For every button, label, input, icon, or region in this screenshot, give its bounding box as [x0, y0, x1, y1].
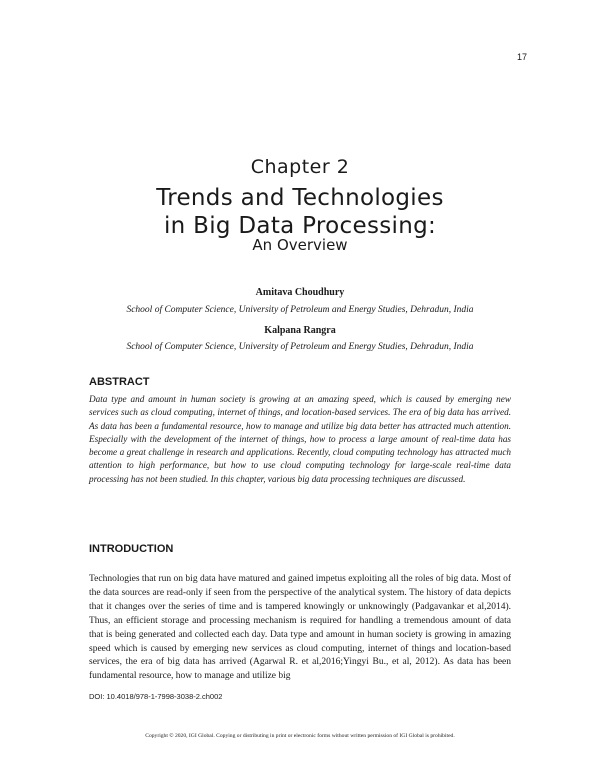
introduction-text: Technologies that run on big data have matured and gained impetus exploiting all the roles of big data. Most of the data sources are read-only if seen from the perspective of the analytical system. The history of data depicts that it changes over the series of time and is tampered knowingly or unknowingly (Padgavankar et al,2014). Thus, an efficient storage and processing mechanism is required for handling a tremendous amount of data that is being generated and collected each day. Data type and amount in human society is growing in amazing speed which is caused by emerging new services as cloud computing, internet of things and location-based services, the era of big data has arrived (Agarwal R. et al,2016;Yingyi Bu., et al, 2012). As data has been fundamental resource, how to manage and utilize big: [89, 574, 511, 682]
abstract-heading: ABSTRACT: [89, 376, 150, 388]
chapter-title-line-2: in Big Data Processing:: [163, 213, 437, 239]
page-number: 17: [516, 52, 527, 62]
chapter-label: Chapter 2: [250, 156, 350, 178]
chapter-subtitle: An Overview: [252, 236, 348, 254]
copyright-footer: Copyright © 2020, IGI Global. Copying or distributing in print or electronic forms without written permission of IGI Global is prohibited.: [145, 733, 455, 739]
doi-line: DOI: 10.4018/978-1-7998-3038-2.ch002: [89, 692, 223, 701]
author-name-1: Amitava Choudhury: [255, 287, 345, 298]
chapter-title: [0, 184, 600, 240]
introduction-heading: INTRODUCTION: [89, 543, 174, 555]
chapter-title-line-1: Trends and Technologies: [156, 185, 444, 211]
abstract-text: Data type and amount in human society is growing at an amazing speed, which is caused by emerging new services such as cloud computing, internet of things, and location-based services. The era of big data has arrived. As data has been a fundamental resource, how to manage and utilize big data better has attracted much attention. Especially with the development of the internet of things, how to process a large amount of real-time data has become a great challenge in research and applications. Recently, cloud computing technology has attracted much attention to high performance, but how to use cloud computing technology for large-scale real-time data processing has not been studied. In this chapter, various big data processing techniques are discussed.: [89, 394, 511, 484]
author-affiliation-2: School of Computer Science, University of Petroleum and Energy Studies, Dehradun, India: [126, 342, 474, 352]
author-affiliation-1: School of Computer Science, University of Petroleum and Energy Studies, Dehradun, India: [126, 305, 474, 315]
author-name-2: Kalpana Rangra: [264, 325, 336, 336]
